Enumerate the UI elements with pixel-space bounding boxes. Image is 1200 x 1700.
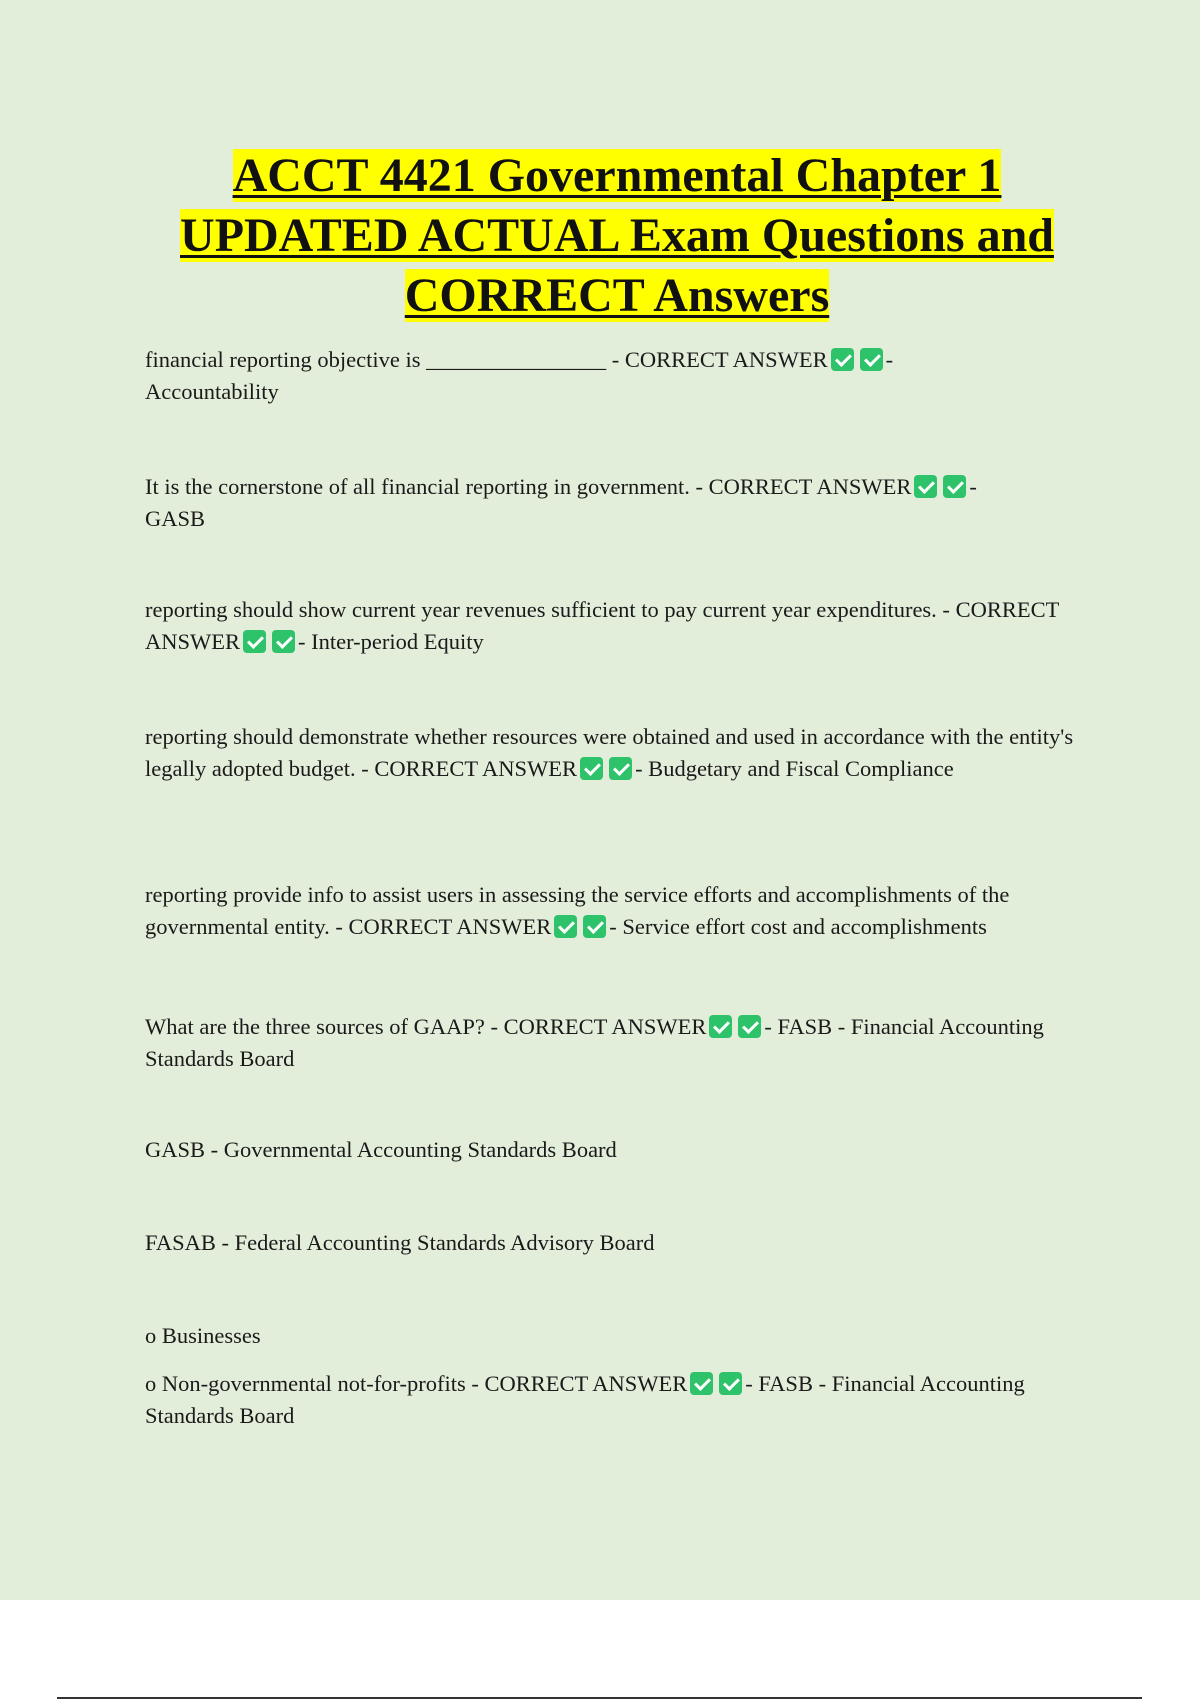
check-icon [272, 630, 295, 653]
document-title [100, 146, 1134, 326]
qa-entry-6 [145, 1011, 1085, 1075]
qa-entry-2 [145, 471, 1085, 535]
answer-marker: CORRECT ANSWER [503, 1014, 707, 1039]
answer-marker: CORRECT ANSWER [374, 756, 578, 781]
check-icon [914, 475, 937, 498]
check-icon [719, 1372, 742, 1395]
plain-line-fasab: FASAB - Federal Accounting Standards Advisory Board [145, 1230, 655, 1255]
check-icon [554, 915, 577, 938]
answer-marker: CORRECT ANSWER [348, 914, 552, 939]
question-text: It is the cornerstone of all financial reporting in government. - [145, 474, 703, 499]
check-icon [580, 757, 603, 780]
check-icon [943, 475, 966, 498]
qa-entry-7 [145, 1368, 1085, 1432]
answer-text: - FASB - Financial Accounting Standards Board [145, 1014, 1044, 1071]
qa-entry-1 [145, 344, 1085, 408]
answer-marker: CORRECT ANSWER [624, 347, 828, 372]
title-line-2: UPDATED ACTUAL Exam Questions and [180, 209, 1054, 262]
qa-entry-3 [145, 594, 1085, 658]
question-text: What are the three sources of GAAP? - [145, 1014, 498, 1039]
page-footer-rule [57, 1697, 1142, 1699]
question-text: reporting should show current year revenues sufficient to pay current year expenditures. - [145, 597, 950, 622]
title-line-3: CORRECT Answers [404, 269, 830, 322]
answer-text-continued: Accountability [145, 379, 279, 404]
qa-entry-5 [145, 879, 1085, 943]
check-icon [709, 1015, 732, 1038]
answer-text: - Budgetary and Fiscal Compliance [635, 756, 954, 781]
title-line-1: ACCT 4421 Governmental Chapter 1 [232, 149, 1002, 202]
answer-text: - Inter-period Equity [298, 629, 484, 654]
answer-text-continued: GASB [145, 506, 206, 531]
answer-text: - [885, 347, 894, 372]
check-icon [738, 1015, 761, 1038]
check-icon [243, 630, 266, 653]
answer-marker: CORRECT ANSWER [484, 1371, 688, 1396]
check-icon [609, 757, 632, 780]
answer-text: - Service effort cost and accomplishments [609, 914, 987, 939]
check-icon [831, 348, 854, 371]
check-icon [690, 1372, 713, 1395]
answer-text: - FASB - Financial Accounting Standards Board [145, 1371, 1025, 1428]
plain-line-businesses: o Businesses [145, 1323, 261, 1348]
answer-marker: CORRECT ANSWER [145, 597, 1059, 654]
question-text: o Non-governmental not-for-profits - [145, 1371, 479, 1396]
question-text: financial reporting objective is ________________ - [145, 347, 620, 372]
plain-line-gasb: GASB - Governmental Accounting Standards Board [145, 1137, 617, 1162]
answer-marker: CORRECT ANSWER [708, 474, 912, 499]
question-text: reporting should demonstrate whether resources were obtained and used in accordance with the entity's legally adopted budget. - [145, 724, 1074, 781]
answer-text: - [969, 474, 977, 499]
qa-entry-4 [145, 721, 1085, 785]
check-icon [860, 348, 883, 371]
question-text: reporting provide info to assist users in assessing the service efforts and accomplishments of the governmental entity. - [145, 882, 1010, 939]
check-icon [583, 915, 606, 938]
